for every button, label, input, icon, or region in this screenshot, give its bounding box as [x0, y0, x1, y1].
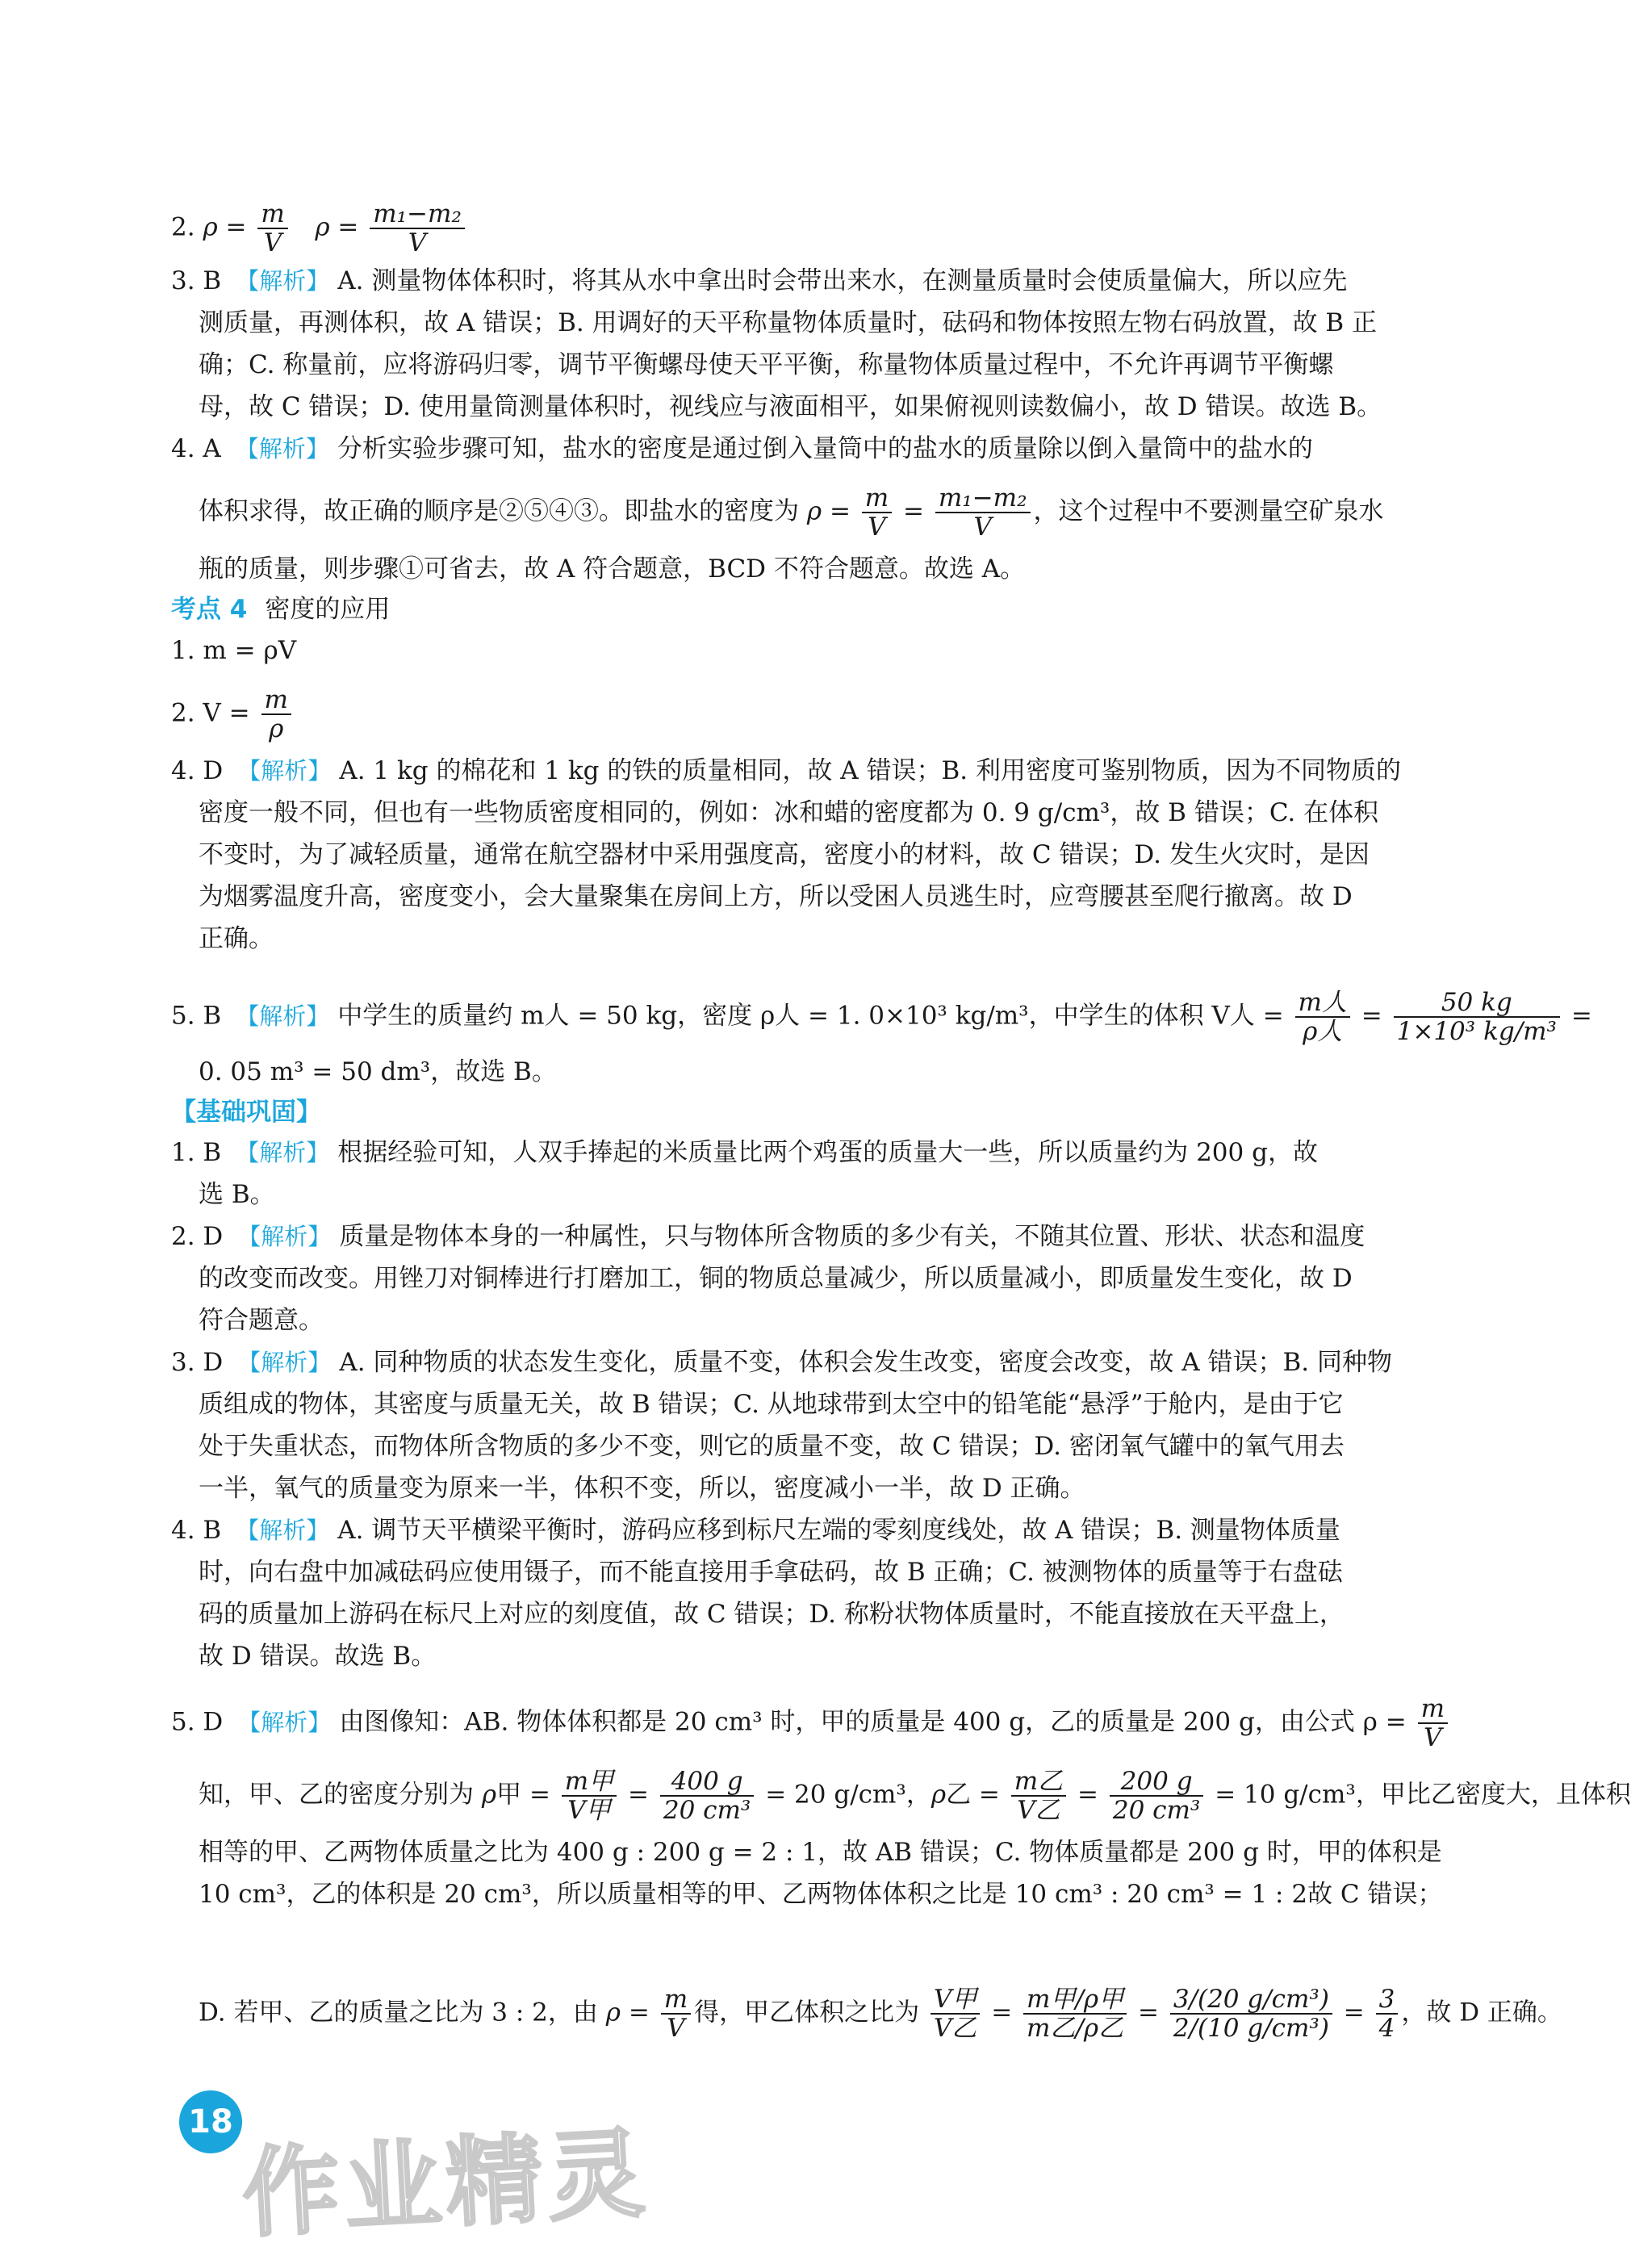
- answer-text: 正确。: [199, 924, 274, 953]
- answer-text: 母，故 C 错误；D. 使用量筒测量体积时，视线应与液面相平，如果俯视则读数偏小，故 D 错误。故选 B。: [199, 392, 1382, 421]
- answer-item-4b: 4. D 【解析】 A. 1 kg 的棉花和 1 kg 的铁的质量相同，故 A 错误；B. 利用密度可鉴别物质，因为不同物质的: [171, 756, 1401, 785]
- answer-item-1c: 1. B 【解析】 根据经验可知，人双手捧起的米质量比两个鸡蛋的质量大一些，所以质量约为 200 g，故: [171, 1138, 1318, 1167]
- answer-item-3c: 3. D 【解析】 A. 同种物质的状态发生变化，质量不变，体积会发生改变，密度会改变，故 A 错误；B. 同种物: [171, 1348, 1392, 1377]
- answer-text: 选 B。: [199, 1180, 275, 1209]
- answer-text: 的改变而改变。用锉刀对铜棒进行打磨加工，铜的物质总量减少，所以质量减小，即质量发生变化，故 D: [199, 1264, 1353, 1293]
- answer-text: 测质量，再测体积，故 A 错误；B. 用调好的天平称量物体质量时，砝码和物体按照左物右码放置，故 B 正: [199, 308, 1378, 337]
- answer-text: 不变时，为了减轻质量，通常在航空器材中采用强度高，密度小的材料，故 C 错误；D. 发生火灾时，是因: [199, 840, 1370, 869]
- answer-item-4c: 4. B 【解析】 A. 调节天平横梁平衡时，游码应移到标尺左端的零刻度线处，故 A 错误；B. 测量物体质量: [171, 1516, 1340, 1545]
- answer-text: 码的质量加上游码在标尺上对应的刻度值，故 C 错误；D. 称粉状物体质量时，不能直接放在天平盘上，: [199, 1600, 1345, 1629]
- answer-text: 为烟雾温度升高，密度变小，会大量聚集在房间上方，所以受困人员逃生时，应弯腰甚至爬行撤离。故 D: [199, 882, 1353, 911]
- answer-text: 符合题意。: [199, 1306, 324, 1335]
- answer-text: 一半，氧气的质量变为原来一半，体积不变，所以，密度减小一半，故 D 正确。: [199, 1474, 1085, 1503]
- answer-item-1: 1. m = ρV: [171, 636, 297, 665]
- watermark-logo: 作业精灵: [240, 2117, 652, 2252]
- answer-item-2c: 2. D 【解析】 质量是物体本身的一种属性，只与物体所含物质的多少有关，不随其位置、形状、状态和温度: [171, 1222, 1365, 1251]
- answer-text: 质组成的物体，其密度与质量无关，故 B 错误；C. 从地球带到太空中的铅笔能“悬浮”于舱内，是由于它: [199, 1390, 1344, 1419]
- answer-item-2b: 2. V = $\frac{m}{\rho}$: [171, 686, 295, 743]
- answer-text: 知，甲、乙的密度分别为 ρ甲 = $\frac{\text{m甲}}{\text{V甲}}$ = $\frac{400 g}{\text{20 cm³}}$ = 20 g/cm³，ρ乙 = $\frac{\text{m乙}}{\text{V乙}}$ = $\frac{200 g}{\text{20 cm³}}$ = 10 g/cm³，甲比乙密度大，且体积: [199, 1767, 1631, 1825]
- answer-item-3: 3. B 【解析】 A. 测量物体体积时，将其从水中拿出时会带出来水，在测量质量时会使质量偏大，所以应先: [171, 266, 1348, 295]
- answer-item-5c: 5. D 【解析】 由图像知：AB. 物体体积都是 20 cm³ 时，甲的质量是 400 g，乙的质量是 200 g，由公式 ρ = $\frac{m}{V}$: [171, 1695, 1451, 1751]
- answer-text: 体积求得，故正确的顺序是②⑤④③。即盐水的密度为 ρ = $\frac{m}{V}$ = $\frac{\text{m₁−m₂}}{V}$ ，这个过程中不要测量空矿泉水: [199, 483, 1384, 542]
- section-heading-basics: 【基础巩固】: [171, 1098, 321, 1127]
- answer-text: 确；C. 称量前，应将游码归零，调节平衡螺母使天平平衡，称量物体质量过程中，不允许再调节平衡螺: [199, 350, 1334, 379]
- answer-text: 故 D 错误。故选 B。: [199, 1642, 437, 1671]
- page-number-badge: 18: [179, 2090, 242, 2153]
- answer-item-2: 2. ρ = $\frac{m}{V}$ ρ = $\frac{\text{m₁−m₂}}{V}$: [171, 200, 468, 257]
- answer-text: 瓶的质量，则步骤①可省去，故 A 符合题意，BCD 不符合题意。故选 A。: [199, 554, 1026, 584]
- answer-item-5b: 5. B 【解析】 中学生的质量约 m人 = 50 kg，密度 ρ人 = 1. 0×10³ kg/m³，中学生的体积 V人 = $\frac{\text{m人}}{\text{ρ人}}$ = $\frac{50 kg}{\text{1×10³ kg/m³}}$ =: [171, 988, 1592, 1046]
- answer-text: 处于失重状态，而物体所含物质的多少不变，则它的质量不变，故 C 错误；D. 密闭氧气罐中的氧气用去: [199, 1432, 1345, 1461]
- answer-text: D. 若甲、乙的质量之比为 3 : 2，由 ρ = $\frac{m}{V}$ 得，甲乙体积之比为 $\frac{\text{V甲}}{\text{V乙}}$ = $\frac{\text{m甲/ρ甲}}{\text{m乙/ρ乙}}$ = $\frac{\text{3/(20 g/cm³)}}{\text{2/(10 g/cm³)}}$ = $\frac{3}{4}$ ，故 D 正确。: [199, 1985, 1562, 2043]
- answer-text: 时，向右盘中加减砝码应使用镊子，而不能直接用手拿砝码，故 B 正确；C. 被测物体的质量等于右盘砝: [199, 1558, 1343, 1587]
- answer-text: 0. 05 m³ = 50 dm³，故选 B。: [199, 1057, 557, 1086]
- answer-text: 密度一般不同，但也有一些物质密度相同的，例如：冰和蜡的密度都为 0. 9 g/cm³，故 B 错误；C. 在体积: [199, 798, 1379, 827]
- answer-text: 相等的甲、乙两物体质量之比为 400 g : 200 g = 2 : 1，故 AB 错误；C. 物体质量都是 200 g 时，甲的体积是: [199, 1838, 1442, 1867]
- section-heading: 考点 4 密度的应用: [171, 595, 391, 624]
- answer-text: 10 cm³，乙的体积是 20 cm³，所以质量相等的甲、乙两物体体积之比是 10 cm³ : 20 cm³ = 1 : 2故 C 错误；: [199, 1880, 1443, 1909]
- answer-item-4: 4. A 【解析】 分析实验步骤可知，盐水的密度是通过倒入量筒中的盐水的质量除以倒入量筒中的盐水的: [171, 434, 1313, 463]
